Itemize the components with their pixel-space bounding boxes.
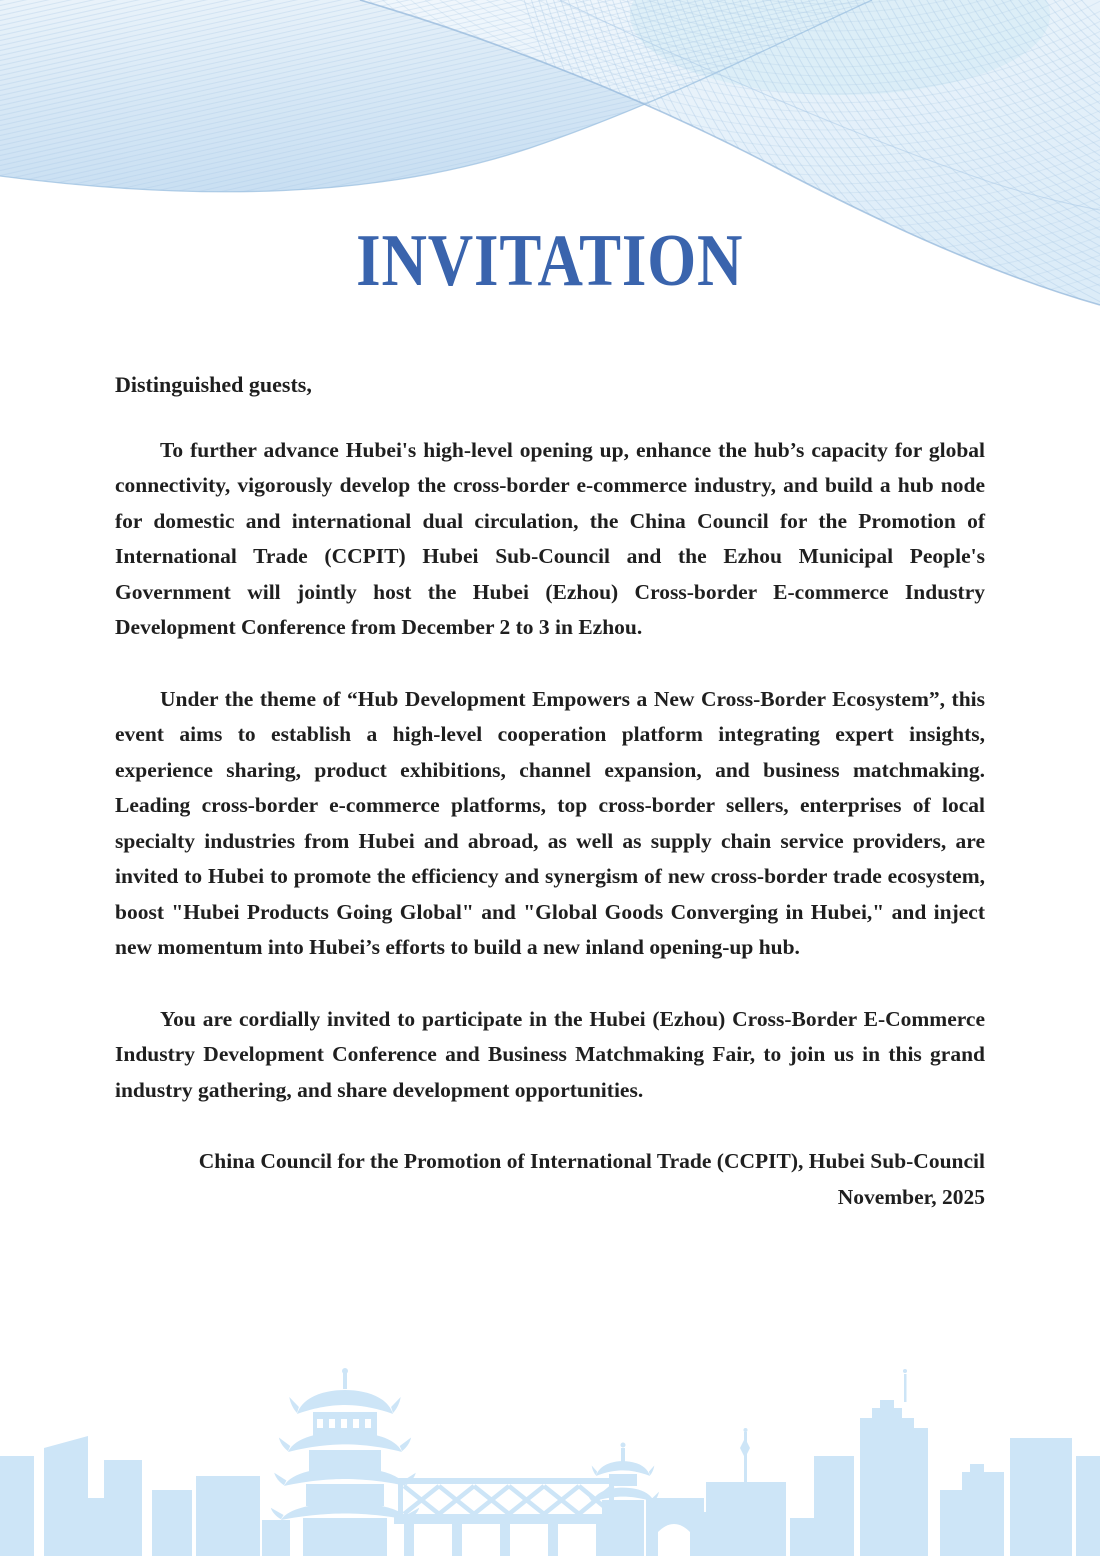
building xyxy=(112,1516,138,1556)
building xyxy=(44,1436,88,1556)
city-skyline-graphic xyxy=(0,1326,1100,1556)
salutation: Distinguished guests, xyxy=(115,372,312,397)
paragraph-3: You are cordially invited to participate in the Hubei (Ezhou) Cross-Border E-Commerce Industry Development Conference and Business Matchmaking Fair, to join us in this grand industry gathering, and share development opportunities. xyxy=(115,1006,985,1102)
signoff-date: November, 2025 xyxy=(837,1184,985,1209)
page-title xyxy=(0,218,1100,304)
building xyxy=(940,1490,964,1556)
building xyxy=(123,1502,127,1518)
building xyxy=(1076,1456,1100,1556)
mast-building xyxy=(698,1428,786,1556)
building xyxy=(962,1472,1004,1556)
signoff-organization: China Council for the Promotion of International Trade (CCPIT), Hubei Sub-Council xyxy=(198,1149,985,1173)
page-title-text: INVITATION xyxy=(356,220,744,302)
antenna-skyscraper xyxy=(860,1369,928,1556)
building xyxy=(152,1490,192,1556)
signoff xyxy=(115,1144,985,1215)
building xyxy=(1010,1438,1072,1556)
paragraph-1: To further advance Hubei's high-level opening up, enhance the hub’s capacity for global connectivity, vigorously develop the cross-border e-commerce industry, and build a hub node for domestic and international dual circulation, the China Council for the Promotion of International Trade (CCPIT) Hubei Sub-Council and the Ezhou Municipal People's Government will jointly host the Hubei (Ezhou) Cross-border E-commerce Industry Development Conference from December 2 to 3 in Ezhou. xyxy=(115,437,985,639)
arch-opening xyxy=(658,1524,690,1556)
building xyxy=(88,1498,104,1556)
pagoda-tower xyxy=(271,1368,419,1556)
building xyxy=(0,1456,34,1556)
building xyxy=(814,1456,854,1556)
building xyxy=(196,1476,260,1556)
paragraph-2: Under the theme of “Hub Development Empowers a New Cross-Border Ecosystem”, this event aims to establish a high-level cooperation platform integrating expert insights, experience sharing, product exhibitions, channel expansion, and business matchmaking. Leading cross-border e-commerce platforms, top cross-border sellers, enterprises of local specialty industries from Hubei and abroad, as well as supply chain service providers, are invited to Hubei to promote the efficiency and synergism of new cross-border trade ecosystem, boost "Hubei Products Going Global" and "Global Goods Converging in Hubei," and inject new momentum into Hubei’s efforts to build a new inland opening-up hub. xyxy=(115,686,985,959)
letter-body xyxy=(115,367,985,1215)
building xyxy=(262,1520,290,1556)
building xyxy=(970,1464,984,1472)
building xyxy=(790,1518,814,1556)
bridge-lattice xyxy=(404,1486,613,1514)
